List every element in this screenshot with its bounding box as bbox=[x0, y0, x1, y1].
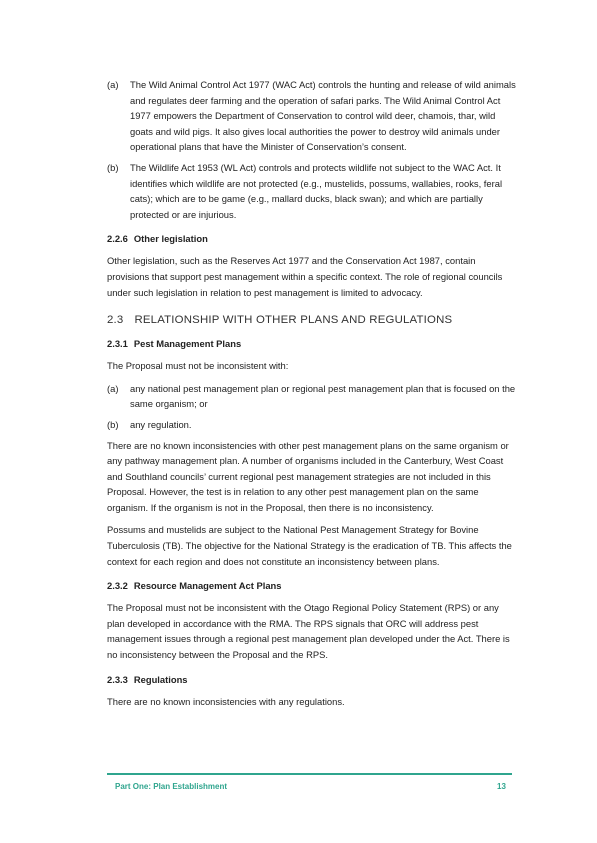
list-text: any regulation. bbox=[130, 418, 192, 430]
heading-rma-plans bbox=[107, 579, 517, 593]
page-content bbox=[107, 77, 517, 716]
section-title: RELATIONSHIP WITH OTHER PLANS AND REGULATIONS bbox=[134, 314, 453, 327]
list-item bbox=[107, 77, 517, 155]
section-number: 2.3.1 bbox=[107, 338, 128, 350]
section-number: 2.2.6 bbox=[107, 233, 128, 245]
list-text: The Wildlife Act 1953 (WL Act) controls and protects wildlife not subject to the WAC Act. It identifies which wildlife are not protected (e.g., mustelids, possums, wallabies, rooks, feral cats); which are to be game (e.g., mallard ducks, black swan); and which are partially protected or are injurious. bbox=[130, 161, 503, 220]
page-number: 13 bbox=[497, 782, 506, 791]
section-number: 2.3.2 bbox=[107, 580, 128, 592]
heading-regulations bbox=[107, 673, 517, 687]
paragraph: The Proposal must not be inconsistent with the Otago Regional Policy Statement (RPS) or any plan developed in accordance with the RMA. The RPS signals that ORC will address pest management issues through a regional pest management plan developed under the Act. There is no inconsistency between the Proposal and the RPS. bbox=[107, 602, 510, 661]
list-item bbox=[107, 381, 517, 412]
section-title: Resource Management Act Plans bbox=[133, 580, 282, 592]
paragraph: There are no known inconsistencies with any regulations. bbox=[107, 695, 345, 707]
footer-section-title: Part One: Plan Establishment bbox=[115, 782, 228, 791]
heading-relationship bbox=[107, 312, 517, 328]
section-title: Pest Management Plans bbox=[133, 338, 242, 350]
section-number: 2.3.3 bbox=[107, 673, 128, 685]
list-marker: (b) bbox=[107, 161, 119, 173]
paragraph: The Proposal must not be inconsistent with: bbox=[107, 360, 289, 372]
list-marker: (a) bbox=[107, 79, 119, 90]
paragraph: There are no known inconsistencies with other pest management plans on the same organism or any pathway management plan. A number of organisms included in the Canterbury, West Coast and Southland councils’ current regional pest management strategies are not included in this Proposal. However, the test is in relation to any other pest management plan on the same organism. If the organism is not in the Proposal, then there is no inconsistency. bbox=[107, 439, 509, 513]
list-item bbox=[107, 160, 517, 222]
footer-rule bbox=[107, 773, 512, 775]
heading-pest-management-plans bbox=[107, 337, 517, 351]
list-marker: (a) bbox=[107, 382, 119, 394]
section-title: Other legislation bbox=[133, 233, 208, 245]
section-title: Regulations bbox=[133, 673, 188, 685]
heading-other-legislation bbox=[107, 232, 517, 246]
list-text: The Wild Animal Control Act 1977 (WAC Act) controls the hunting and release of wild animals and regulates deer farming and the operation of safari parks. The Wild Animal Control Act 1977 empowers the Department of Conservation to control wild deer, chamois, thar, wild goats and wild pigs. It also gives local authorities the power to destroy wild animals under operational plans that have the Minister of Conservation’s consent. bbox=[130, 79, 516, 153]
list-marker: (b) bbox=[107, 418, 119, 430]
section-number: 2.3 bbox=[107, 314, 124, 327]
list-text: any national pest management plan or regional pest management plan that is focused on the same organism; or bbox=[130, 382, 516, 410]
paragraph: Other legislation, such as the Reserves Act 1977 and the Conservation Act 1987, contain provisions that support pest management within a specific context. The role of regional councils under such legislation in relation to pest management is limited to advocacy. bbox=[107, 255, 503, 298]
paragraph: Possums and mustelids are subject to the National Pest Management Strategy for Bovine Tuberculosis (TB). The objective for the National Strategy is the eradication of TB. This affects the context for each region and does not constitute an inconsistency between plans. bbox=[107, 524, 512, 567]
list-item bbox=[107, 417, 517, 433]
